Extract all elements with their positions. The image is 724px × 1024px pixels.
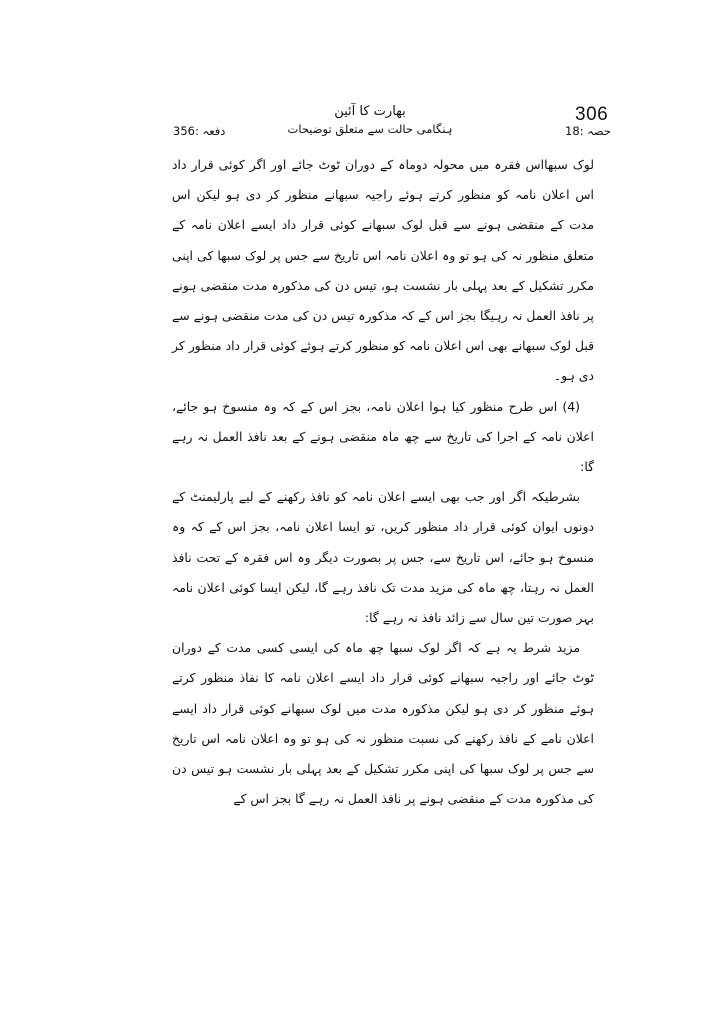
paragraph: مزید شرط یہ ہے کہ اگر لوک سبھا چھ ماہ کی ایسی کسی مدت کے دوران ٹوٹ جائے اور راجیہ سبھانے کوئی قرار داد ایسے اعلان نامہ کا نفاذ منظور کرتے ہوئے منظور کر دی ہو لیکن مذکورہ مدت میں لوک سبھانے کوئی قرار داد ایسے اعلان نامے کے نافذ رکھنے کی نسبت منظور نہ کی ہو تو وہ اعلان نامہ اس تاریخ سے جس پر لوک سبھا کی اپنی مکرر تشکیل کے بعد پہلی بار نشست ہو تیس دن کی مذکورہ مدت کے منقضی ہونے پر نافذ العمل نہ رہے گا بجز اس کے: [172, 640, 594, 807]
page-number: 306: [575, 104, 609, 125]
article-label: دفعہ :356: [173, 124, 226, 138]
running-header: [270, 104, 470, 136]
paragraph: بشرطیکہ اگر اور جب بھی ایسے اعلان نامہ کو نافذ رکھنے کے لیے پارلیمنٹ کے دونوں ایوان کوئی قرار داد منظور کریں، تو ایسا اعلان نامہ، بجز اس کے کہ وہ منسوخ ہو جائے، اس تاریخ سے، جس پر بصورت دیگر وہ اس فقرہ کے تحت نافذ العمل نہ رہتا، چھ ماہ کی مزید مدت تک نافذ رہے گا، لیکن ایسا کوئی اعلان نامہ بہر صورت تین سال سے زائد نافذ نہ رہے گا:: [172, 489, 594, 626]
paragraph: لوک سبھااس فقرہ میں محولہ دوماہ کے دوران ٹوٹ جائے اور اگر کوئی قرار داد اس اعلان نامہ کو منظور کرتے ہوئے راجیہ سبھانے منظور کر دی ہو لیکن اس مدت کے منقضی ہونے سے قبل لوک سبھانے کوئی قرار داد ایسے اعلان نامہ کے متعلق منظور نہ کی ہو تو وہ اعلان نامہ اس تاریخ سے جس پر لوک سبھا کی اپنی مکرر تشکیل کے بعد پہلی بار نشست ہو، تیس دن کی مذکورہ مدت منقضی ہونے پر نافذ العمل نہ رہیگا بجز اس کے کہ مذکورہ تیس دن کی مدت منقضی ہونے سے قبل لوک سبھانے بھی اس اعلان نامہ کو منظور کرتے ہوئے کوئی قرار داد منظور کر دی ہو۔: [172, 157, 594, 384]
book-title: بھارت کا آئین: [334, 104, 406, 119]
chapter-subtitle: ہنگامی حالت سے متعلق توضیحات: [287, 122, 453, 136]
body-text: [172, 150, 594, 814]
paragraph: (4) اس طرح منظور کیا ہوا اعلان نامہ، بجز اس کے کہ وہ منسوخ ہو جائے، اعلان نامہ کے اجرا کی تاریخ سے چھ ماہ منقضی ہونے کے بعد نافذ العمل نہ رہے گا:: [172, 398, 594, 475]
part-label: حصہ :18: [565, 124, 611, 138]
